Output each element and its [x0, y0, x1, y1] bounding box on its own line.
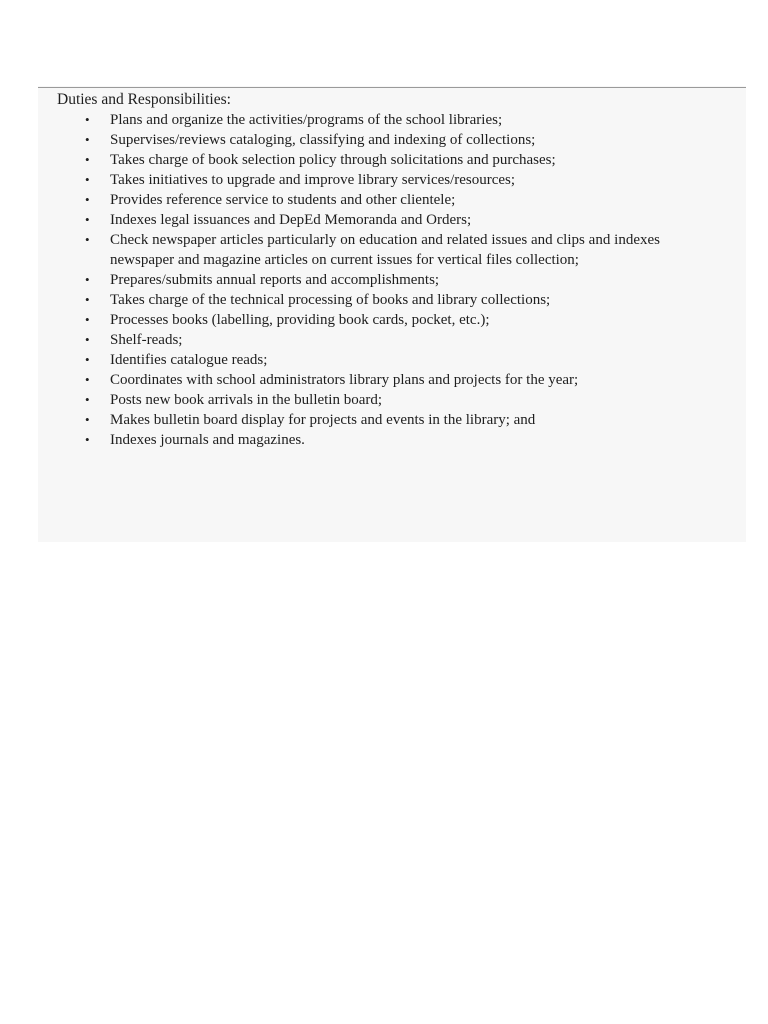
duty-text: Identifies catalogue reads;: [110, 352, 268, 368]
bullet-icon: •: [85, 392, 90, 407]
duty-text: Supervises/reviews cataloging, classifying and indexing of collections;: [110, 132, 536, 148]
duty-text: Makes bulletin board display for projects and events in the library; and: [110, 412, 536, 428]
duty-item: [82, 190, 660, 210]
duty-text: Takes charge of the technical processing of books and library collections;: [110, 292, 551, 308]
duty-item: [82, 310, 660, 330]
duty-item: [82, 270, 660, 290]
bullet-icon: •: [85, 432, 90, 447]
bullet-icon: •: [85, 112, 90, 127]
bullet-icon: •: [85, 412, 90, 427]
duty-item: [82, 390, 660, 410]
duty-text: Provides reference service to students and other clientele;: [110, 192, 456, 208]
duty-item: [82, 290, 660, 310]
duty-text: Takes charge of book selection policy through solicitations and purchases;: [110, 152, 556, 168]
duty-text: Processes books (labelling, providing book cards, pocket, etc.);: [110, 312, 490, 328]
duty-item: [82, 330, 660, 350]
bullet-icon: •: [85, 172, 90, 187]
duty-text: Plans and organize the activities/programs of the school libraries;: [110, 112, 503, 128]
duty-item: [82, 370, 660, 390]
section-heading: Duties and Responsibilities:: [57, 91, 231, 108]
bullet-icon: •: [85, 192, 90, 207]
bullet-icon: •: [85, 292, 90, 307]
bullet-icon: •: [85, 132, 90, 147]
bullet-icon: •: [85, 352, 90, 367]
duty-item: [82, 150, 660, 170]
duty-item: [82, 210, 660, 230]
bullet-icon: •: [85, 212, 90, 227]
bullet-icon: •: [85, 372, 90, 387]
duty-item: [82, 130, 660, 150]
bullet-icon: •: [85, 332, 90, 347]
duty-text: Shelf-reads;: [110, 332, 183, 348]
duty-item: [82, 350, 660, 370]
duty-text: Indexes legal issuances and DepEd Memoranda and Orders;: [110, 212, 472, 228]
duty-item: [82, 430, 660, 450]
duty-text: Coordinates with school administrators library plans and projects for the year;: [110, 372, 579, 388]
bullet-icon: •: [85, 152, 90, 167]
bullet-icon: •: [85, 312, 90, 327]
duty-text: Posts new book arrivals in the bulletin board;: [110, 392, 383, 408]
duty-item: [82, 410, 660, 430]
duty-text: Prepares/submits annual reports and accomplishments;: [110, 272, 440, 288]
duty-text: Takes initiatives to upgrade and improve library services/resources;: [110, 172, 516, 188]
duty-text: Check newspaper articles particularly on education and related issues and clips and indexes newspaper and magazine articles on current issues for vertical files collection;: [110, 232, 660, 268]
bullet-icon: •: [85, 272, 90, 287]
top-rule: [38, 87, 746, 88]
duties-list: [82, 110, 660, 450]
bullet-icon: •: [85, 232, 90, 247]
duty-item: [82, 110, 660, 130]
duty-item: [82, 170, 660, 190]
duty-text: Indexes journals and magazines.: [110, 432, 305, 448]
duty-item: [82, 230, 660, 270]
